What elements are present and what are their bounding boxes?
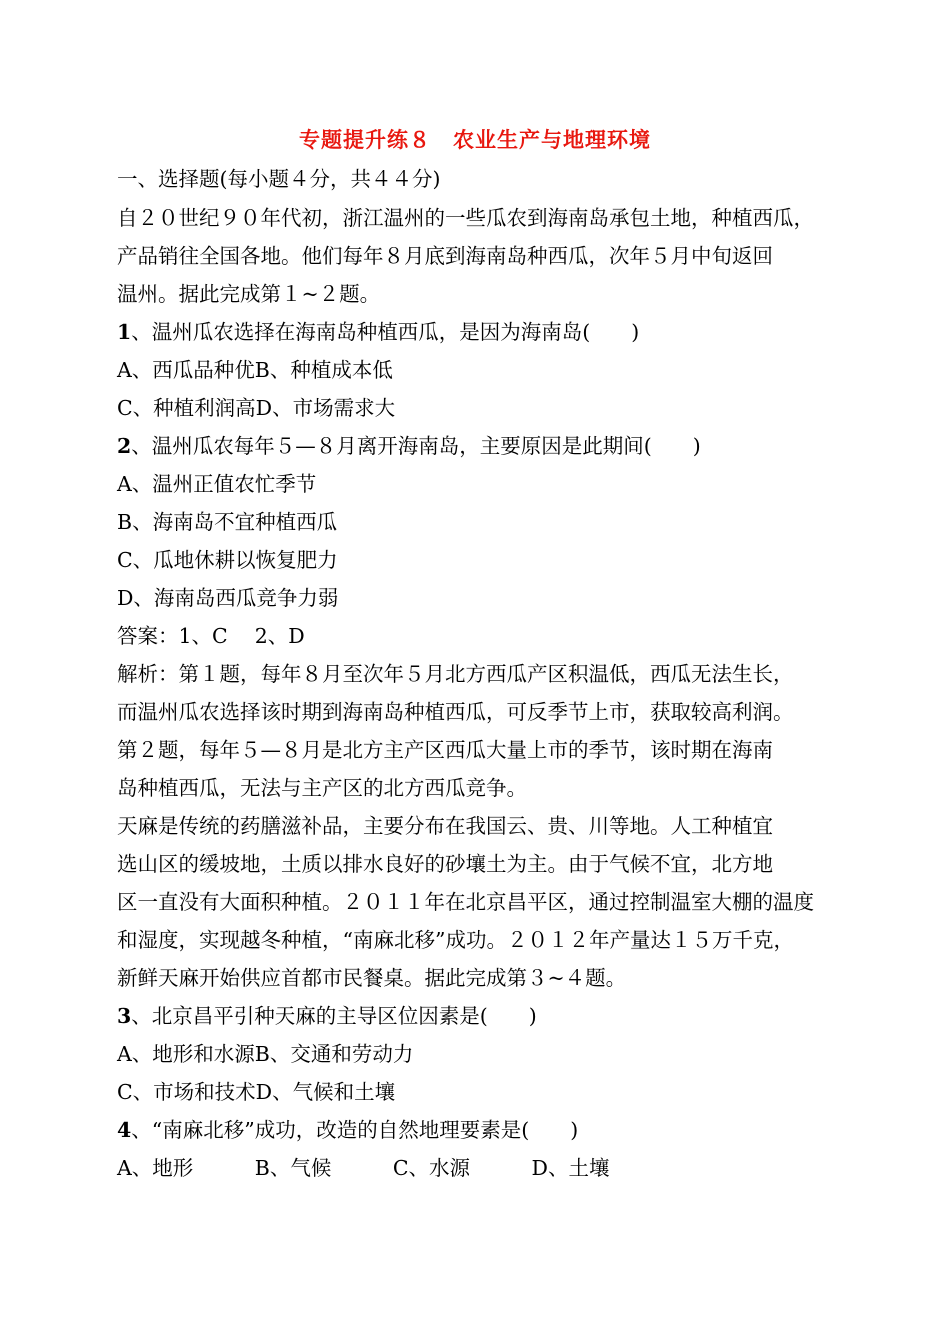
question-text: 、温州瓜农选择在海南岛种植西瓜，是因为海南岛( ) xyxy=(131,320,640,344)
page-title: 专题提升练８ 农业生产与地理环境 xyxy=(299,127,651,152)
answer-line: 答案：1、C 2、D xyxy=(117,624,305,648)
question-3 xyxy=(117,1002,537,1030)
question-number: 1 xyxy=(117,320,132,344)
question-number: 4 xyxy=(117,1118,132,1142)
passage-line: 和湿度，实现越冬种植，“南麻北移”成功。２０１２年产量达１５万千克， xyxy=(117,928,794,952)
section-heading: 一、选择题(每小题４分，共４４分) xyxy=(117,167,441,191)
question-text: 、温州瓜农每年５—８月离开海南岛，主要原因是此期间( ) xyxy=(131,434,701,458)
option-line: D、海南岛西瓜竞争力弱 xyxy=(117,586,339,610)
analysis-line: 岛种植西瓜，无法与主产区的北方西瓜竞争。 xyxy=(117,776,527,800)
option-line: C、市场和技术D、气候和土壤 xyxy=(117,1080,396,1104)
passage-line: 产品销往全国各地。他们每年８月底到海南岛种西瓜，次年５月中旬返回 xyxy=(117,244,773,268)
analysis-line: 解析：第１题，每年８月至次年５月北方西瓜产区积温低，西瓜无法生长， xyxy=(117,662,794,686)
analysis-line: 第２题，每年５—８月是北方主产区西瓜大量上市的季节，该时期在海南 xyxy=(117,738,773,762)
option-line: C、瓜地休耕以恢复肥力 xyxy=(117,548,338,572)
option-line: A、温州正值农忙季节 xyxy=(117,472,317,496)
passage-line: 新鲜天麻开始供应首都市民餐桌。据此完成第３~４题。 xyxy=(117,966,627,990)
passage-line: 区一直没有大面积种植。２０１１年在北京昌平区，通过控制温室大棚的温度 xyxy=(117,890,814,914)
option-line: C、种植利润高D、市场需求大 xyxy=(117,396,396,420)
option-line: B、海南岛不宜种植西瓜 xyxy=(117,510,338,534)
question-text: 、“南麻北移”成功，改造的自然地理要素是( ) xyxy=(131,1118,579,1142)
question-1 xyxy=(117,318,639,346)
passage-line: 自２０世纪９０年代初，浙江温州的一些瓜农到海南岛承包土地，种植西瓜， xyxy=(117,206,814,230)
passage-line: 天麻是传统的药膳滋补品，主要分布在我国云、贵、川等地。人工种植宜 xyxy=(117,814,773,838)
question-2 xyxy=(117,432,701,460)
question-number: 2 xyxy=(117,434,132,458)
question-4 xyxy=(117,1116,578,1144)
analysis-line: 而温州瓜农选择该时期到海南岛种植西瓜，可反季节上市，获取较高利润。 xyxy=(117,700,794,724)
option-line: A、地形 B、气候 C、水源 D、土壤 xyxy=(117,1156,610,1180)
question-number: 3 xyxy=(117,1004,132,1028)
passage-line: 选山区的缓坡地，土质以排水良好的砂壤土为主。由于气候不宜，北方地 xyxy=(117,852,773,876)
question-text: 、北京昌平引种天麻的主导区位因素是( ) xyxy=(131,1004,537,1028)
passage-line: 温州。据此完成第１~２题。 xyxy=(117,282,381,306)
option-line: A、西瓜品种优B、种植成本低 xyxy=(117,358,393,382)
option-line: A、地形和水源B、交通和劳动力 xyxy=(117,1042,414,1066)
